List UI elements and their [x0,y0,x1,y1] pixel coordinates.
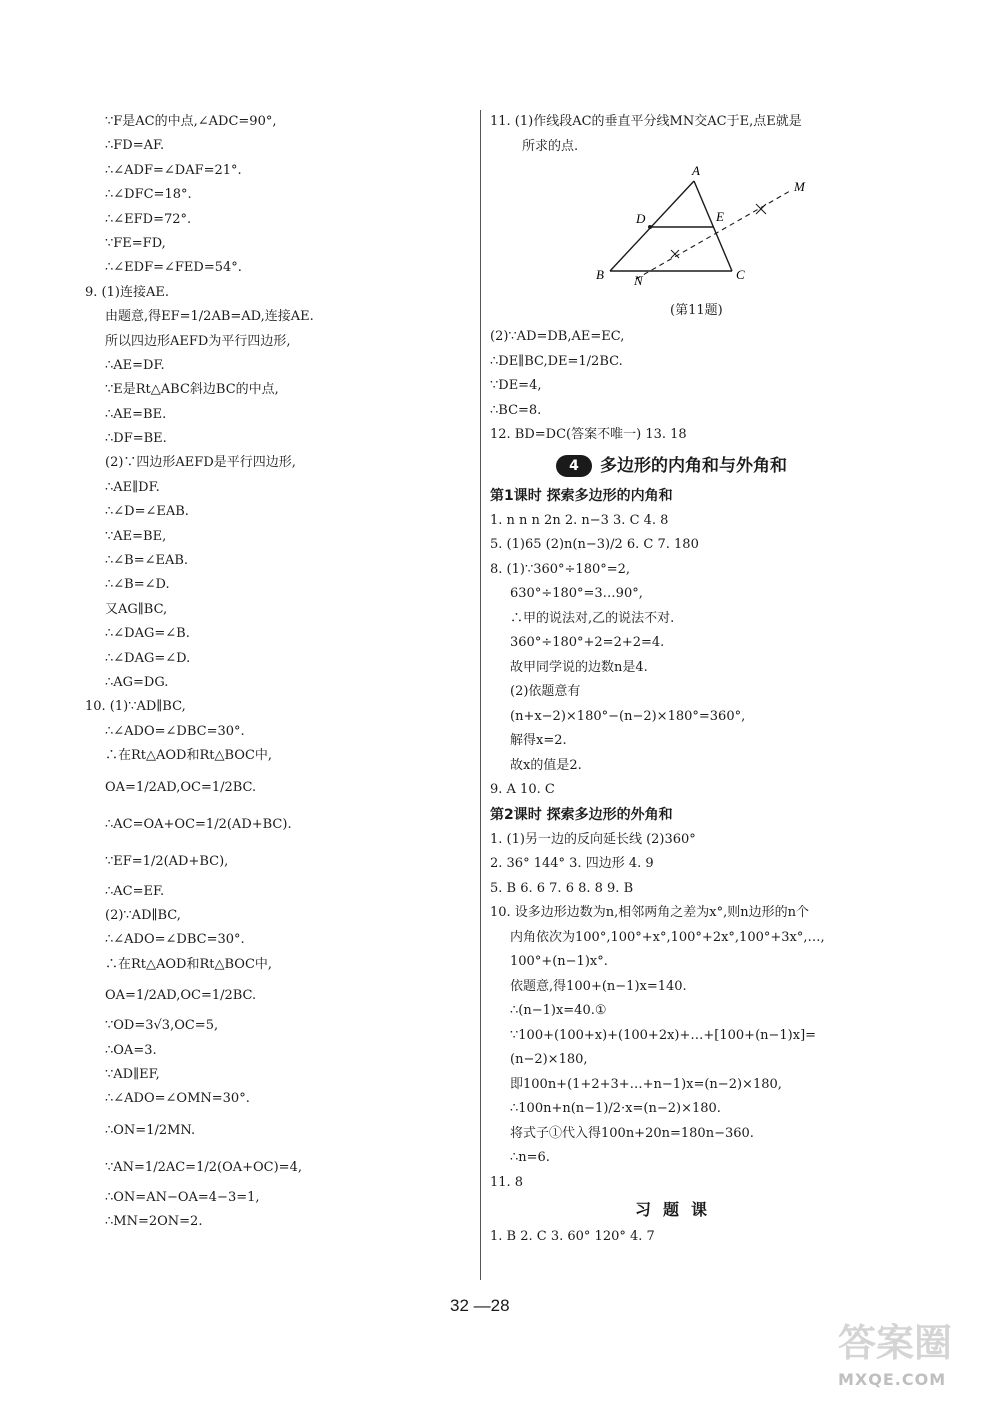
label-a: A [692,163,700,178]
left-line: ∴AE∥DF. [105,479,160,495]
right-line: 11. (1)作线段AC的垂直平分线MN交AC于E,点E就是 [490,114,802,129]
lesson-2-title: 第2课时 探索多边形的外角和 [490,806,673,823]
column-divider [480,110,481,1280]
watermark-text: MXQE.COM [838,1370,947,1389]
left-line: ∴∠DAG=∠B. [105,626,190,642]
lesson2-line: 依题意,得100+(n−1)x=140. [510,978,687,994]
lesson1-line: ∴甲的说法对,乙的说法不对. [510,610,675,626]
lesson1-line: 1. n n n 2n 2. n−3 3. C 4. 8 [490,512,669,528]
watermark [838,1312,988,1402]
lesson2-line: (n−2)×180, [510,1052,588,1067]
right-column [490,110,910,1250]
right-line: (2)∵AD=DB,AE=EC, [490,329,625,344]
left-line: ∴∠ADO=∠DBC=30°. [105,723,245,739]
left-line: ∴在Rt△AOD和Rt△BOC中, [105,956,273,972]
lesson1-line: 8. (1)∵360°÷180°=2, [490,561,631,577]
left-line: OA=1/2AD,OC=1/2BC. [105,779,257,795]
right-line: ∴DE∥BC,DE=1/2BC. [490,353,623,369]
label-b: B [596,267,604,282]
lesson1-line: (n+x−2)×180°−(n−2)×180°=360°, [510,708,746,724]
lesson2-line: 11. 8 [490,1174,524,1190]
left-line: ∴∠B=∠EAB. [105,553,189,569]
lesson2-line: 将式子①代入得100n+20n=180n−360. [510,1125,754,1141]
left-line: ∴MN=2ON=2. [105,1214,203,1230]
lesson2-line: ∴(n−1)x=40.① [510,1003,607,1018]
left-line: ∵AD∥EF, [105,1066,160,1082]
lesson1-line: (2)依题意有 [510,684,581,699]
label-n: N [634,273,643,288]
section-title: 多边形的内角和与外角和 [600,455,787,476]
left-line: ∴AC=OA+OC=1/2(AD+BC). [105,816,292,832]
left-line: ∴AE=DF. [105,357,165,373]
left-line: ∴在Rt△AOD和Rt△BOC中, [105,748,273,764]
left-line: ∴OA=3. [105,1042,157,1058]
lesson1-line: 故x的值是2. [510,757,582,773]
lesson2-line: ∵100+(100+x)+(100+2x)+…+[100+(n−1)x]= [510,1027,817,1043]
left-line: ∴ON=AN−OA=4−3=1, [105,1189,260,1205]
left-line: ∴AG=DG. [105,674,169,690]
section-header [490,448,910,484]
left-line: ∵EF=1/2(AD+BC), [105,853,229,869]
right-line: ∴BC=8. [490,402,542,418]
left-line: ∴∠DFC=18°. [105,187,192,203]
left-line: 10. (1)∵AD∥BC, [85,699,186,715]
lesson1-line: 360°÷180°+2=2+2=4. [510,635,665,650]
left-line: ∴∠DAG=∠D. [105,650,191,666]
left-line: 所以四边形AEFD为平行四边形, [105,333,291,349]
lesson2-line: 10. 设多边形边数为n,相邻两角之差为x°,则n边形的n个 [490,905,810,920]
figure-11 [490,161,910,321]
left-line: ∴∠D=∠EAB. [105,504,189,520]
left-line: ∴ON=1/2MN. [105,1122,196,1138]
left-line: ∴∠EFD=72°. [105,211,192,227]
left-line: OA=1/2AD,OC=1/2BC. [105,988,257,1004]
right-line: 所求的点. [522,138,579,154]
lesson2-line: ∴100n+n(n−1)/2·x=(n−2)×180. [510,1101,721,1116]
lesson1-line: 5. (1)65 (2)n(n−3)/2 6. C 7. 180 [490,537,699,552]
left-line: 又AG∥BC, [105,601,168,617]
exercise-line: 1. B 2. C 3. 60° 120° 4. 7 [490,1229,655,1244]
left-line: 由题意,得EF=1/2AB=AD,连接AE. [105,309,314,325]
left-line: ∴AC=EF. [105,883,165,899]
left-line: ∴∠ADO=∠DBC=30°. [105,932,245,948]
left-line: ∴FD=AF. [105,138,165,154]
left-line: ∴∠B=∠D. [105,577,170,593]
lesson-1-title: 第1课时 探索多边形的内角和 [490,487,673,504]
left-line: (2)∵AD∥BC, [105,907,181,923]
page-number: 32 —28 [450,1296,510,1315]
lesson2-line: 1. (1)另一边的反向延长线 (2)360° [490,831,696,847]
lesson2-line: 5. B 6. 6 7. 6 8. 8 9. B [490,880,634,896]
watermark-logo: 答案圈 [838,1321,953,1365]
right-line: ∵DE=4, [490,378,542,393]
right-line: 12. BD=DC(答案不唯一) 13. 18 [490,427,687,442]
left-line: ∵OD=3√3,OC=5, [105,1018,219,1034]
lesson1-line: 解得x=2. [510,733,567,748]
left-line: ∴∠ADF=∠DAF=21°. [105,162,242,178]
left-line: (2)∵四边形AEFD是平行四边形, [105,455,296,471]
lesson1-line: 9. A 10. C [490,782,555,797]
exercise-title: 习题课 [635,1200,720,1219]
label-c: C [736,267,745,282]
lesson2-line: ∴n=6. [510,1150,550,1165]
left-line: ∵E是Rt△ABC斜边BC的中点, [105,382,279,398]
lesson2-line: 即100n+(1+2+3+…+n−1)x=(n−2)×180, [510,1076,782,1092]
left-column [85,110,460,1234]
label-e: E [716,209,724,224]
section-number-badge: 4 [556,455,592,477]
left-line: 9. (1)连接AE. [85,284,169,300]
lesson1-line: 故甲同学说的边数n是4. [510,659,648,675]
label-m: M [794,179,805,194]
left-line: ∴∠ADO=∠OMN=30°. [105,1091,250,1107]
lesson2-line: 100°+(n−1)x°. [510,954,608,969]
lesson2-line: 内角依次为100°,100°+x°,100°+2x°,100°+3x°,…, [510,929,825,945]
left-line: ∴DF=BE. [105,431,167,447]
lesson2-line: 2. 36° 144° 3. 四边形 4. 9 [490,856,654,871]
triangle-diagram [580,161,820,301]
left-line: ∵F是AC的中点,∠ADC=90°, [105,114,277,129]
left-line: ∴∠EDF=∠FED=54°. [105,260,242,276]
left-line: ∵FE=FD, [105,235,166,251]
label-d: D [636,211,646,226]
left-line: ∴AE=BE. [105,406,167,422]
left-line: ∵AN=1/2AC=1/2(OA+OC)=4, [105,1159,302,1175]
left-line: ∵AE=BE, [105,528,167,544]
figure-caption: (第11题) [670,303,723,318]
lesson1-line: 630°÷180°=3…90°, [510,586,643,601]
